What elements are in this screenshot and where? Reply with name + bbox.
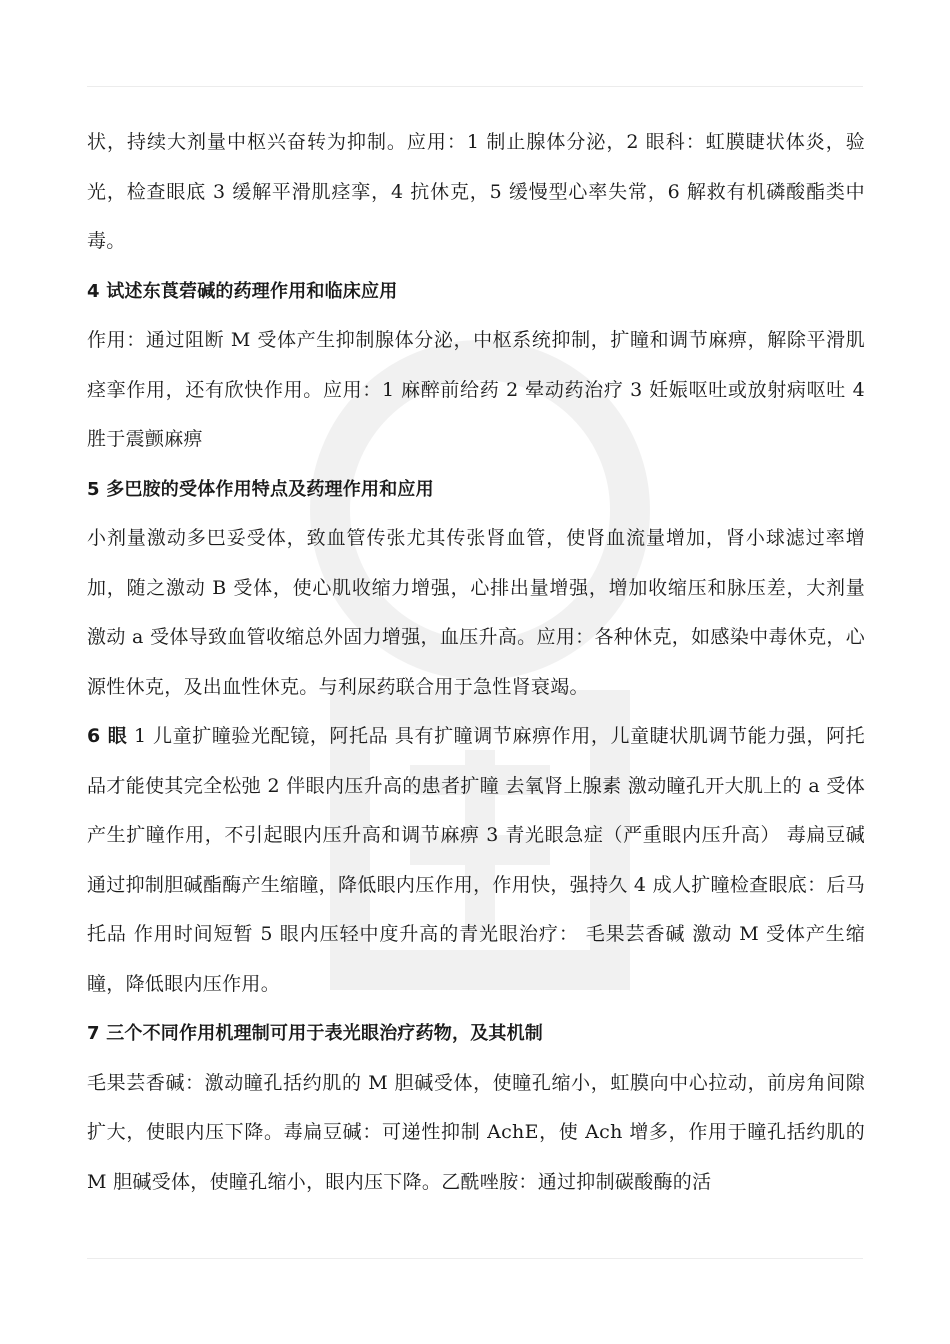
- header-rule: [87, 86, 863, 87]
- heading-q5-dopamine: 5 多巴胺的受体作用特点及药理作用和应用: [87, 478, 434, 500]
- paragraph-atropine-continued: 状，持续大剂量中枢兴奋转为抑制。应用：1 制止腺体分泌，2 眼科：虹膜睫状体炎，验光，检查眼底 3 缓解平滑肌痉挛，4 抗休克，5 缓慢型心率失常，6 解救有机磷酸酯类中毒。: [87, 131, 865, 252]
- footer-rule: [87, 1258, 863, 1259]
- heading-q4-scopolamine: 4 试述东莨菪碱的药理作用和临床应用: [87, 280, 398, 302]
- paragraph-dopamine: 小剂量激动多巴妥受体，致血管传张尤其传张肾血管，使肾血流量增加，肾小球滤过率增加，随之激动 B 受体，使心肌收缩力增强，心排出量增强，增加收缩压和脉压差，大剂量激动 a 受体导致血管收缩总外固力增强，血压升高。应用：各种休克，如感染中毒休克，心源性休克，及出血性休克。与利尿药联合用于急性肾衰竭。: [87, 527, 865, 698]
- paragraph-glaucoma-drugs: 毛果芸香碱：激动瞳孔括约肌的 M 胆碱受体，使瞳孔缩小，虹膜向中心拉动，前房角间隙扩大，使眼内压下降。毒扁豆碱：可递性抑制 AchE，使 Ach 增多，作用于瞳孔括约肌的 M 胆碱受体，使瞳孔缩小，眼内压下降。乙酰唑胺：通过抑制碳酸酶的活: [87, 1071, 865, 1193]
- q6-lead-label: 6 眼: [87, 725, 128, 747]
- q6-body-text: 1 儿童扩瞳验光配镜，阿托品 具有扩瞳调节麻痹作用，儿童睫状肌调节能力强，阿托品才能使其完全松弛 2 伴眼内压升高的患者扩瞳 去氧肾上腺素 激动瞳孔开大肌上的 a 受体产生扩瞳作用，不引起眼内压升高和调节麻痹 3 青光眼急症（严重眼内压升高） 毒扁豆碱 通过抑制胆碱酯酶产生缩瞳，降低眼内压作用，作用快，强持久 4 成人扩瞳检查眼底：后马托品 作用时间短暂 5 眼内压轻中度升高的青光眼治疗： 毛果芸香碱 激动 M 受体产生缩瞳，降低眼内压作用。: [87, 725, 865, 995]
- heading-q7-glaucoma-drugs: 7 三个不同作用机理制可用于表光眼治疗药物，及其机制: [87, 1023, 543, 1044]
- document-body: [87, 118, 865, 1207]
- paragraph-scopolamine: 作用：通过阻断 M 受体产生抑制腺体分泌，中枢系统抑制，扩瞳和调节麻痹，解除平滑肌痉挛作用，还有欣快作用。应用：1 麻醉前给药 2 晕动药治疗 3 妊娠呕吐或放射病呕吐 4 胜于震颤麻痹: [87, 329, 865, 450]
- paragraph-q6-eye: [87, 712, 865, 1009]
